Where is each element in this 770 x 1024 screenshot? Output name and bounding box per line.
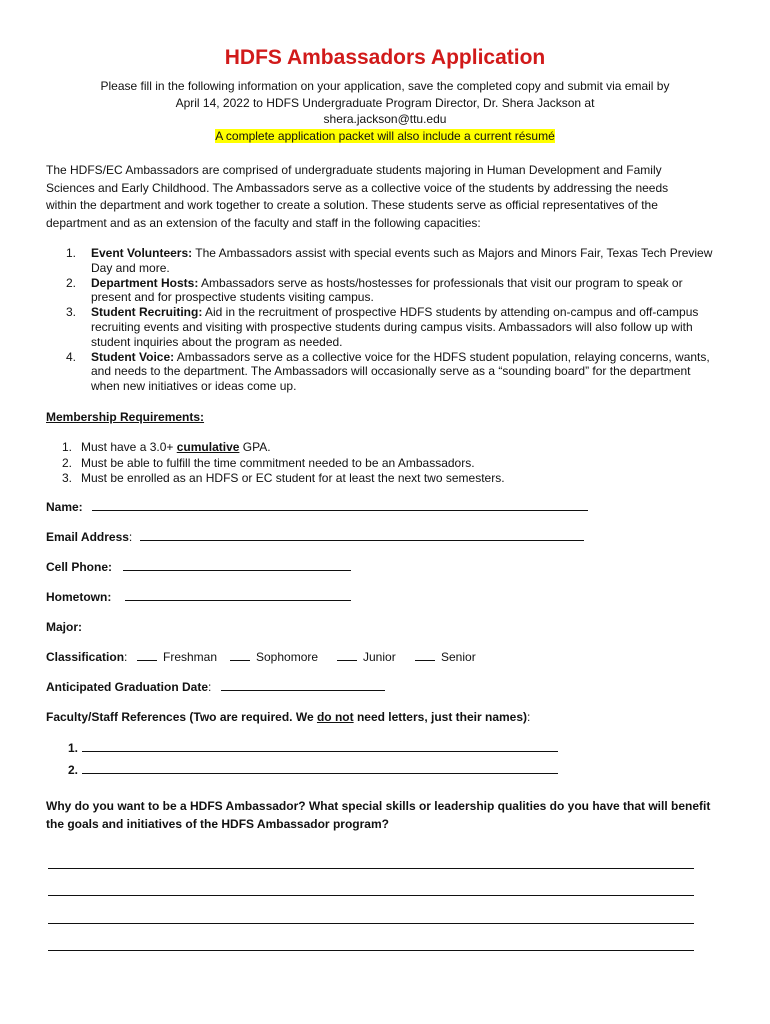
classification-option-senior[interactable] — [415, 650, 476, 664]
list-number: 2. — [66, 275, 77, 290]
contact-email: shera.jackson@ttu.edu — [323, 112, 447, 126]
references-label-end: need letters, just their names) — [353, 710, 528, 724]
graduation-row — [46, 680, 385, 694]
requirement-item — [62, 440, 505, 456]
reference-1-row — [68, 741, 558, 755]
capacity-title: Student Voice: — [91, 349, 175, 364]
capacity-text: Ambassadors serve as a collective voice for the HDFS student population, relaying concerns, wants, and needs to the department. The Ambassadors will occasionally serve as a “sounding board” for the department when new initiatives or ideas come up. — [91, 349, 710, 394]
capacity-item — [60, 246, 720, 276]
list-number: 2. — [62, 455, 73, 470]
reference-1-field[interactable] — [82, 741, 558, 752]
senior-blank[interactable] — [415, 650, 435, 661]
requirement-text: Must be enrolled as an HDFS or EC student for at least the next two semesters. — [81, 471, 505, 485]
senior-label: Senior — [441, 650, 476, 664]
references-emphasis: do not — [316, 710, 354, 724]
capacity-title: Student Recruiting: — [91, 305, 203, 320]
email-field[interactable] — [140, 530, 584, 541]
graduation-colon: : — [208, 680, 212, 694]
list-number: 3. — [66, 305, 77, 320]
capacities-list — [60, 246, 720, 394]
email-colon: : — [128, 530, 133, 544]
requirement-text: Must have a 3.0+ — [81, 440, 177, 454]
resume-notice: A complete application packet will also include a current résumé — [215, 128, 555, 143]
instructions-line-2: April 14, 2022 to HDFS Undergraduate Program Director, Dr. Shera Jackson at — [175, 95, 595, 110]
requirement-emphasis: cumulative — [176, 440, 240, 454]
instructions — [60, 78, 710, 144]
graduation-date-field[interactable] — [221, 680, 385, 691]
capacity-text: Aid in the recruitment of prospective HDFS students by attending on-campus and off-campus recruiting events and visiting with prospective students during campus visits. Ambassadors will also follow up with student inquiries about the program as needed. — [91, 305, 699, 349]
references-row — [46, 710, 530, 724]
page-title: HDFS Ambassadors Application — [224, 46, 546, 69]
capacity-title: Event Volunteers: — [91, 246, 193, 260]
capacity-text: The Ambassadors assist with special events such as Majors and Minors Fair, Texas Tech Preview Day and more. — [91, 246, 713, 275]
classification-option-freshman[interactable] — [137, 650, 217, 664]
email-label: Email Address — [46, 530, 129, 544]
phone-field[interactable] — [123, 560, 351, 571]
references-colon: : — [527, 710, 531, 724]
classification-label: Classification — [46, 650, 125, 664]
reference-2-row — [68, 763, 558, 777]
junior-blank[interactable] — [337, 650, 357, 661]
program-description: The HDFS/EC Ambassadors are comprised of undergraduate students majoring in Human Development and Family Sciences and Early Childhood. The Ambassadors serve as a collective voice of the students by addressing the needs within the department and work together to create a solution. These students serve as official representatives of the department and as an extension of the faculty and staff in the following capacities: — [46, 163, 669, 230]
name-label: Name: — [46, 500, 83, 514]
reference-number: 2. — [68, 763, 79, 777]
freshman-blank[interactable] — [137, 650, 157, 661]
instructions-line-1: Please fill in the following information on your application, save the completed copy and submit via email by — [100, 79, 670, 93]
phone-label: Cell Phone: — [46, 560, 113, 574]
junior-label: Junior — [363, 650, 396, 664]
capacity-title: Department Hosts: — [91, 275, 199, 290]
list-number: 3. — [62, 471, 73, 485]
major-label: Major: — [46, 620, 82, 634]
capacity-item — [60, 305, 720, 349]
requirement-text-end: GPA. — [239, 440, 271, 454]
reference-number: 1. — [68, 741, 79, 755]
email-row — [46, 530, 584, 544]
list-number: 1. — [62, 440, 73, 454]
answer-line-4[interactable] — [48, 950, 694, 951]
capacity-item — [60, 276, 720, 306]
reference-2-field[interactable] — [82, 763, 558, 774]
sophomore-blank[interactable] — [230, 650, 250, 661]
capacity-item — [60, 350, 720, 394]
requirements-list — [62, 440, 505, 487]
list-number: 1. — [66, 246, 77, 260]
references-label: Faculty/Staff References (Two are required. We — [46, 710, 317, 724]
graduation-label: Anticipated Graduation Date — [46, 680, 209, 694]
classification-option-junior[interactable] — [337, 650, 396, 664]
answer-line-1[interactable] — [48, 868, 694, 869]
hometown-field[interactable] — [125, 590, 351, 601]
phone-row — [46, 560, 351, 574]
freshman-label: Freshman — [163, 650, 218, 664]
answer-line-3[interactable] — [48, 923, 694, 924]
major-row — [46, 620, 82, 634]
capacity-text: Ambassadors serve as hosts/hostesses for professionals that visit our program to speak or present and for prospective students visiting campus. — [91, 275, 683, 305]
requirement-text: Must be able to fulfill the time commitment needed to be an Ambassadors. — [81, 455, 475, 470]
sophomore-label: Sophomore — [256, 650, 319, 664]
classification-row — [46, 650, 127, 664]
classification-option-sophomore[interactable] — [230, 650, 318, 664]
requirements-heading: Membership Requirements: — [46, 410, 205, 424]
name-field[interactable] — [92, 500, 588, 511]
name-row — [46, 500, 588, 514]
classification-colon: : — [124, 650, 128, 664]
hometown-label: Hometown: — [46, 590, 112, 604]
list-number: 4. — [66, 349, 77, 364]
hometown-row — [46, 590, 351, 604]
essay-question: Why do you want to be a HDFS Ambassador? What special skills or leadership qualities do you have that will benefit the goals and initiatives of the HDFS Ambassador program? — [46, 799, 711, 831]
answer-line-2[interactable] — [48, 895, 694, 896]
requirement-item — [62, 471, 505, 487]
requirement-item — [62, 456, 505, 472]
